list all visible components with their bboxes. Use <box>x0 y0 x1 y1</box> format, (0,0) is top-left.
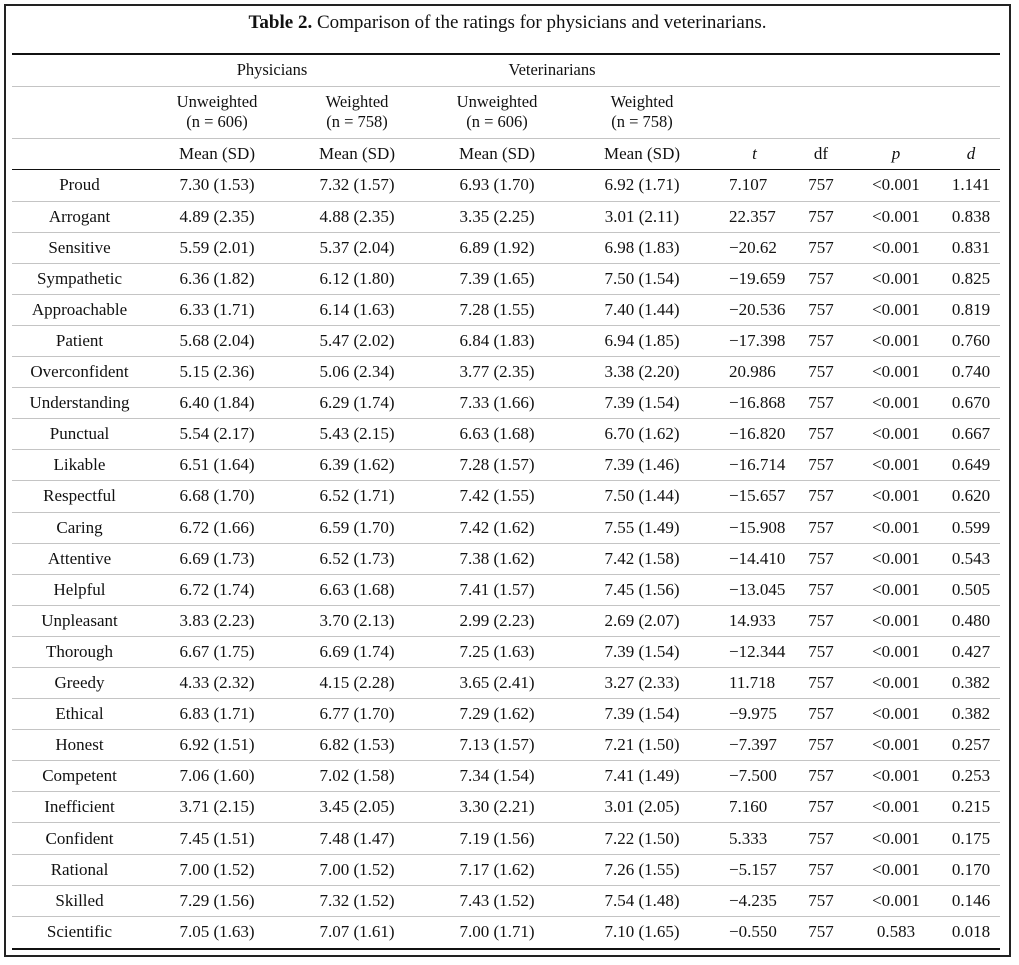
phys-unweighted-cell: 4.89 (2.35) <box>179 206 255 226</box>
vet-unweighted-cell: 7.28 (1.55) <box>459 299 535 319</box>
phys-unweighted-cell: 6.69 (1.73) <box>179 548 255 568</box>
trait-cell: Confident <box>45 828 114 848</box>
p-cell: <0.001 <box>872 828 920 848</box>
trait-cell: Thorough <box>45 641 114 661</box>
df-cell: 757 <box>808 393 834 413</box>
t-cell: 22.357 <box>729 206 776 226</box>
vet-unweighted-header <box>427 86 567 138</box>
table-row <box>12 481 1000 512</box>
df-cell: 757 <box>808 828 834 848</box>
phys-unweighted-cell: 5.68 (2.04) <box>179 331 255 351</box>
p-cell: <0.001 <box>872 299 920 319</box>
trait-cell: Unpleasant <box>41 610 118 630</box>
vet-weighted-cell: 6.70 (1.62) <box>604 424 680 444</box>
d-cell: 0.505 <box>951 579 991 599</box>
unit-mean-sd: Mean (SD) <box>458 143 535 163</box>
phys-unweighted-cell: 7.30 (1.53) <box>179 175 255 195</box>
d-cell: 0.831 <box>951 237 991 257</box>
vet-weighted-cell: 7.26 (1.55) <box>604 859 680 879</box>
vet-unweighted-cell: 3.30 (2.21) <box>459 797 535 817</box>
p-cell: <0.001 <box>872 268 920 288</box>
t-cell: 20.986 <box>729 362 776 382</box>
vet-unweighted-cell: 2.99 (2.23) <box>459 610 535 630</box>
phys-weighted-cell: 7.48 (1.47) <box>319 828 395 848</box>
d-cell: 0.838 <box>951 206 991 226</box>
vet-weighted-cell: 6.94 (1.85) <box>604 331 680 351</box>
df-cell: 757 <box>808 673 834 693</box>
p-cell: <0.001 <box>872 735 920 755</box>
vet-weighted-cell: 7.22 (1.50) <box>604 828 680 848</box>
vet-unweighted-cell: 6.63 (1.68) <box>459 424 535 444</box>
unit-d: d <box>966 143 976 163</box>
d-cell: 0.480 <box>951 610 991 630</box>
d-cell: 0.382 <box>951 704 991 724</box>
phys-weighted-cell: 6.14 (1.63) <box>319 299 395 319</box>
table-row <box>12 201 1000 232</box>
vet-weighted-cell: 3.27 (2.33) <box>604 673 680 693</box>
table-row <box>12 699 1000 730</box>
trait-cell: Respectful <box>43 486 116 506</box>
phys-weighted-cell: 6.59 (1.70) <box>319 517 395 537</box>
vet-weighted-cell: 7.39 (1.54) <box>604 704 680 724</box>
phys-weighted-cell: 4.88 (2.35) <box>319 206 395 226</box>
vet-weighted-header <box>567 86 717 138</box>
phys-unweighted-cell: 6.68 (1.70) <box>179 486 255 506</box>
table-row <box>12 636 1000 667</box>
phys-unweighted-cell: 4.33 (2.32) <box>179 673 255 693</box>
table-row <box>12 792 1000 823</box>
group-header-row <box>12 55 1000 86</box>
vet-unweighted-cell: 7.28 (1.57) <box>459 455 535 475</box>
t-cell: −9.975 <box>729 704 777 724</box>
trait-cell: Approachable <box>31 299 128 319</box>
unit-mean-sd: Mean (SD) <box>318 143 395 163</box>
group-physicians: Physicians <box>236 60 308 80</box>
d-cell: 0.427 <box>951 641 991 661</box>
t-cell: −16.868 <box>729 393 786 413</box>
df-cell: 757 <box>808 890 834 910</box>
p-cell: <0.001 <box>872 362 920 382</box>
d-cell: 0.215 <box>951 797 991 817</box>
phys-weighted-cell: 6.82 (1.53) <box>319 735 395 755</box>
table-row <box>12 388 1000 419</box>
phys-weighted-cell: 6.63 (1.68) <box>319 579 395 599</box>
t-cell: −17.398 <box>729 331 786 351</box>
df-cell: 757 <box>808 704 834 724</box>
t-cell: 7.160 <box>729 797 768 817</box>
vet-weighted-cell: 7.39 (1.46) <box>604 455 680 475</box>
d-cell: 0.253 <box>951 766 991 786</box>
table-row <box>12 854 1000 885</box>
table-row <box>12 170 1000 201</box>
phys-unweighted-cell: 5.59 (2.01) <box>179 237 255 257</box>
phys-unweighted-cell: 6.40 (1.84) <box>179 393 255 413</box>
df-cell: 757 <box>808 517 834 537</box>
trait-cell: Caring <box>56 517 103 537</box>
p-cell: <0.001 <box>872 237 920 257</box>
phys-unweighted-cell: 6.67 (1.75) <box>179 641 255 661</box>
trait-cell: Honest <box>55 735 104 755</box>
vet-unweighted-cell: 7.43 (1.52) <box>459 890 535 910</box>
phys-weighted-cell: 6.52 (1.73) <box>319 548 395 568</box>
table-row <box>12 450 1000 481</box>
trait-cell: Sympathetic <box>37 268 122 288</box>
vet-unweighted-cell: 7.42 (1.55) <box>459 486 535 506</box>
p-cell: <0.001 <box>872 331 920 351</box>
p-cell: <0.001 <box>872 486 920 506</box>
vet-unweighted-cell: 7.17 (1.62) <box>459 859 535 879</box>
p-cell: <0.001 <box>872 641 920 661</box>
vet-unweighted-cell: 7.19 (1.56) <box>459 828 535 848</box>
d-cell: 0.170 <box>951 859 991 879</box>
p-cell: <0.001 <box>872 673 920 693</box>
table-row <box>12 294 1000 325</box>
phys-unweighted-n: (n = 606) <box>186 112 248 131</box>
phys-unweighted-cell: 7.06 (1.60) <box>179 766 255 786</box>
vet-weighted-cell: 7.50 (1.44) <box>604 486 680 506</box>
vet-weighted-cell: 6.92 (1.71) <box>604 175 680 195</box>
t-cell: −20.536 <box>729 299 786 319</box>
phys-weighted-cell: 6.52 (1.71) <box>319 486 395 506</box>
d-cell: 0.599 <box>951 517 991 537</box>
d-cell: 0.018 <box>951 922 991 942</box>
phys-unweighted-cell: 7.29 (1.56) <box>179 890 255 910</box>
phys-weighted-cell: 6.29 (1.74) <box>319 393 395 413</box>
table-row <box>12 605 1000 636</box>
t-cell: −15.657 <box>729 486 786 506</box>
vet-weighted-cell: 3.01 (2.05) <box>604 797 680 817</box>
table-row <box>12 574 1000 605</box>
table-row <box>12 232 1000 263</box>
vet-weighted-cell: 7.39 (1.54) <box>604 641 680 661</box>
df-cell: 757 <box>808 797 834 817</box>
table-row <box>12 916 1000 947</box>
vet-unweighted-n: (n = 606) <box>466 112 528 131</box>
t-cell: −7.500 <box>729 766 777 786</box>
p-cell: <0.001 <box>872 610 920 630</box>
vet-unweighted-cell: 7.42 (1.62) <box>459 517 535 537</box>
vet-weighted-cell: 7.41 (1.49) <box>604 766 680 786</box>
unit-df: df <box>813 143 829 163</box>
trait-cell: Rational <box>50 859 109 879</box>
table-row <box>12 512 1000 543</box>
t-cell: −19.659 <box>729 268 786 288</box>
df-cell: 757 <box>808 641 834 661</box>
p-cell: <0.001 <box>872 704 920 724</box>
p-cell: <0.001 <box>872 579 920 599</box>
table-row <box>12 730 1000 761</box>
phys-weighted-cell: 5.43 (2.15) <box>319 424 395 444</box>
phys-weighted-label: Weighted <box>325 92 389 111</box>
vet-weighted-cell: 7.40 (1.44) <box>604 299 680 319</box>
phys-weighted-cell: 5.47 (2.02) <box>319 331 395 351</box>
trait-cell: Skilled <box>55 890 104 910</box>
phys-unweighted-label: Unweighted <box>176 92 258 111</box>
phys-weighted-cell: 3.70 (2.13) <box>319 610 395 630</box>
d-cell: 0.740 <box>951 362 991 382</box>
vet-weighted-cell: 7.45 (1.56) <box>604 579 680 599</box>
phys-unweighted-cell: 3.83 (2.23) <box>179 610 255 630</box>
df-cell: 757 <box>808 922 834 942</box>
p-cell: <0.001 <box>872 393 920 413</box>
phys-weighted-cell: 6.77 (1.70) <box>319 704 395 724</box>
phys-unweighted-cell: 6.36 (1.82) <box>179 268 255 288</box>
vet-unweighted-cell: 7.13 (1.57) <box>459 735 535 755</box>
table-body <box>12 170 1000 947</box>
trait-cell: Sensitive <box>48 237 111 257</box>
t-cell: −16.820 <box>729 424 786 444</box>
df-cell: 757 <box>808 610 834 630</box>
df-cell: 757 <box>808 206 834 226</box>
table-row <box>12 761 1000 792</box>
trait-cell: Arrogant <box>48 206 111 226</box>
t-cell: −5.157 <box>729 859 777 879</box>
phys-unweighted-cell: 5.54 (2.17) <box>179 424 255 444</box>
phys-weighted-cell: 6.39 (1.62) <box>319 455 395 475</box>
table-caption <box>0 12 1015 34</box>
phys-unweighted-cell: 6.72 (1.66) <box>179 517 255 537</box>
t-cell: 14.933 <box>729 610 776 630</box>
d-cell: 0.620 <box>951 486 991 506</box>
table-row <box>12 823 1000 854</box>
trait-cell: Scientific <box>46 922 113 942</box>
df-cell: 757 <box>808 362 834 382</box>
df-cell: 757 <box>808 424 834 444</box>
phys-weighted-cell: 7.02 (1.58) <box>319 766 395 786</box>
t-cell: −0.550 <box>729 922 777 942</box>
p-cell: <0.001 <box>872 548 920 568</box>
vet-unweighted-cell: 6.84 (1.83) <box>459 331 535 351</box>
table-row <box>12 419 1000 450</box>
p-cell: <0.001 <box>872 766 920 786</box>
phys-unweighted-cell: 6.92 (1.51) <box>179 735 255 755</box>
phys-unweighted-cell: 6.72 (1.74) <box>179 579 255 599</box>
caption-label: Table 2. <box>248 12 313 33</box>
vet-unweighted-cell: 7.39 (1.65) <box>459 268 535 288</box>
table-row <box>12 357 1000 388</box>
vet-unweighted-label: Unweighted <box>456 92 538 111</box>
vet-weighted-cell: 3.38 (2.20) <box>604 362 680 382</box>
t-cell: −7.397 <box>729 735 777 755</box>
t-cell: −14.410 <box>729 548 786 568</box>
df-cell: 757 <box>808 766 834 786</box>
trait-cell: Punctual <box>49 424 110 444</box>
t-cell: 5.333 <box>729 828 768 848</box>
phys-weighted-cell: 7.32 (1.57) <box>319 175 395 195</box>
t-cell: −16.714 <box>729 455 786 475</box>
df-cell: 757 <box>808 859 834 879</box>
p-cell: <0.001 <box>872 455 920 475</box>
vet-unweighted-cell: 3.77 (2.35) <box>459 362 535 382</box>
vet-weighted-cell: 7.54 (1.48) <box>604 890 680 910</box>
vet-unweighted-cell: 7.29 (1.62) <box>459 704 535 724</box>
phys-weighted-cell: 6.12 (1.80) <box>319 268 395 288</box>
d-cell: 0.649 <box>951 455 991 475</box>
trait-cell: Ethical <box>55 704 104 724</box>
d-cell: 0.146 <box>951 890 991 910</box>
phys-unweighted-cell: 5.15 (2.36) <box>179 362 255 382</box>
df-cell: 757 <box>808 237 834 257</box>
p-cell: 0.583 <box>876 922 916 942</box>
phys-weighted-cell: 5.06 (2.34) <box>319 362 395 382</box>
caption-text: Comparison of the ratings for physicians and veterinarians. <box>312 12 767 33</box>
t-cell: 11.718 <box>729 673 776 693</box>
d-cell: 1.141 <box>951 175 991 195</box>
phys-unweighted-cell: 6.51 (1.64) <box>179 455 255 475</box>
trait-cell: Inefficient <box>44 797 115 817</box>
df-cell: 757 <box>808 331 834 351</box>
p-cell: <0.001 <box>872 206 920 226</box>
d-cell: 0.175 <box>951 828 991 848</box>
d-cell: 0.667 <box>951 424 991 444</box>
unit-mean-sd: Mean (SD) <box>604 143 681 163</box>
unit-p: p <box>891 143 901 163</box>
vet-unweighted-cell: 7.34 (1.54) <box>459 766 535 786</box>
df-cell: 757 <box>808 548 834 568</box>
vet-unweighted-cell: 7.41 (1.57) <box>459 579 535 599</box>
phys-weighted-cell: 7.07 (1.61) <box>319 922 395 942</box>
df-cell: 757 <box>808 175 834 195</box>
table-row <box>12 325 1000 356</box>
d-cell: 0.382 <box>951 673 991 693</box>
table-row <box>12 668 1000 699</box>
vet-weighted-cell: 7.42 (1.58) <box>604 548 680 568</box>
phys-weighted-cell: 7.32 (1.52) <box>319 890 395 910</box>
vet-weighted-n: (n = 758) <box>611 112 673 131</box>
p-cell: <0.001 <box>872 175 920 195</box>
phys-weighted-cell: 6.69 (1.74) <box>319 641 395 661</box>
table-row <box>12 263 1000 294</box>
vet-unweighted-cell: 7.38 (1.62) <box>459 548 535 568</box>
vet-unweighted-cell: 6.89 (1.92) <box>459 237 535 257</box>
df-cell: 757 <box>808 299 834 319</box>
vet-unweighted-cell: 7.00 (1.71) <box>459 922 535 942</box>
vet-weighted-cell: 7.21 (1.50) <box>604 735 680 755</box>
vet-weighted-cell: 7.50 (1.54) <box>604 268 680 288</box>
t-cell: −4.235 <box>729 890 777 910</box>
d-cell: 0.819 <box>951 299 991 319</box>
phys-unweighted-cell: 7.05 (1.63) <box>179 922 255 942</box>
trait-cell: Helpful <box>53 579 106 599</box>
d-cell: 0.543 <box>951 548 991 568</box>
df-cell: 757 <box>808 486 834 506</box>
table-header <box>12 55 1000 169</box>
trait-cell: Competent <box>42 766 117 786</box>
p-cell: <0.001 <box>872 797 920 817</box>
trait-cell: Likable <box>53 455 106 475</box>
df-cell: 757 <box>808 735 834 755</box>
phys-weighted-cell: 3.45 (2.05) <box>319 797 395 817</box>
bottom-rule <box>12 948 1000 950</box>
subheader-row <box>12 86 1000 138</box>
trait-cell: Attentive <box>47 548 112 568</box>
vet-unweighted-cell: 7.25 (1.63) <box>459 641 535 661</box>
d-cell: 0.670 <box>951 393 991 413</box>
vet-weighted-cell: 7.10 (1.65) <box>604 922 680 942</box>
t-cell: −13.045 <box>729 579 786 599</box>
trait-cell: Understanding <box>29 393 130 413</box>
d-cell: 0.760 <box>951 331 991 351</box>
vet-weighted-cell: 7.39 (1.54) <box>604 393 680 413</box>
df-cell: 757 <box>808 455 834 475</box>
p-cell: <0.001 <box>872 859 920 879</box>
phys-unweighted-cell: 3.71 (2.15) <box>179 797 255 817</box>
vet-weighted-cell: 6.98 (1.83) <box>604 237 680 257</box>
t-cell: 7.107 <box>729 175 768 195</box>
vet-weighted-cell: 2.69 (2.07) <box>604 610 680 630</box>
t-cell: −15.908 <box>729 517 786 537</box>
phys-unweighted-cell: 7.45 (1.51) <box>179 828 255 848</box>
unit-t: t <box>752 143 757 163</box>
phys-unweighted-cell: 6.83 (1.71) <box>179 704 255 724</box>
trait-cell: Overconfident <box>30 362 129 382</box>
t-cell: −12.344 <box>729 641 786 661</box>
table-row <box>12 885 1000 916</box>
group-veterinarians: Veterinarians <box>508 60 596 80</box>
phys-weighted-cell: 7.00 (1.52) <box>319 859 395 879</box>
phys-unweighted-cell: 6.33 (1.71) <box>179 299 255 319</box>
trait-cell: Proud <box>59 175 100 195</box>
p-cell: <0.001 <box>872 424 920 444</box>
trait-cell: Greedy <box>54 673 105 693</box>
units-row <box>12 138 1000 169</box>
vet-unweighted-cell: 3.65 (2.41) <box>459 673 535 693</box>
vet-unweighted-cell: 7.33 (1.66) <box>459 393 535 413</box>
p-cell: <0.001 <box>872 890 920 910</box>
unit-mean-sd: Mean (SD) <box>178 143 255 163</box>
vet-unweighted-cell: 6.93 (1.70) <box>459 175 535 195</box>
vet-weighted-cell: 3.01 (2.11) <box>604 206 680 226</box>
df-cell: 757 <box>808 579 834 599</box>
phys-weighted-n: (n = 758) <box>326 112 388 131</box>
phys-unweighted-cell: 7.00 (1.52) <box>179 859 255 879</box>
df-cell: 757 <box>808 268 834 288</box>
vet-weighted-cell: 7.55 (1.49) <box>604 517 680 537</box>
table-row <box>12 543 1000 574</box>
phys-weighted-header <box>287 86 427 138</box>
d-cell: 0.825 <box>951 268 991 288</box>
d-cell: 0.257 <box>951 735 991 755</box>
phys-weighted-cell: 5.37 (2.04) <box>319 237 395 257</box>
t-cell: −20.62 <box>729 237 777 257</box>
phys-unweighted-header <box>147 86 287 138</box>
vet-unweighted-cell: 3.35 (2.25) <box>459 206 535 226</box>
p-cell: <0.001 <box>872 517 920 537</box>
trait-cell: Patient <box>55 331 104 351</box>
phys-weighted-cell: 4.15 (2.28) <box>319 673 395 693</box>
vet-weighted-label: Weighted <box>610 92 674 111</box>
